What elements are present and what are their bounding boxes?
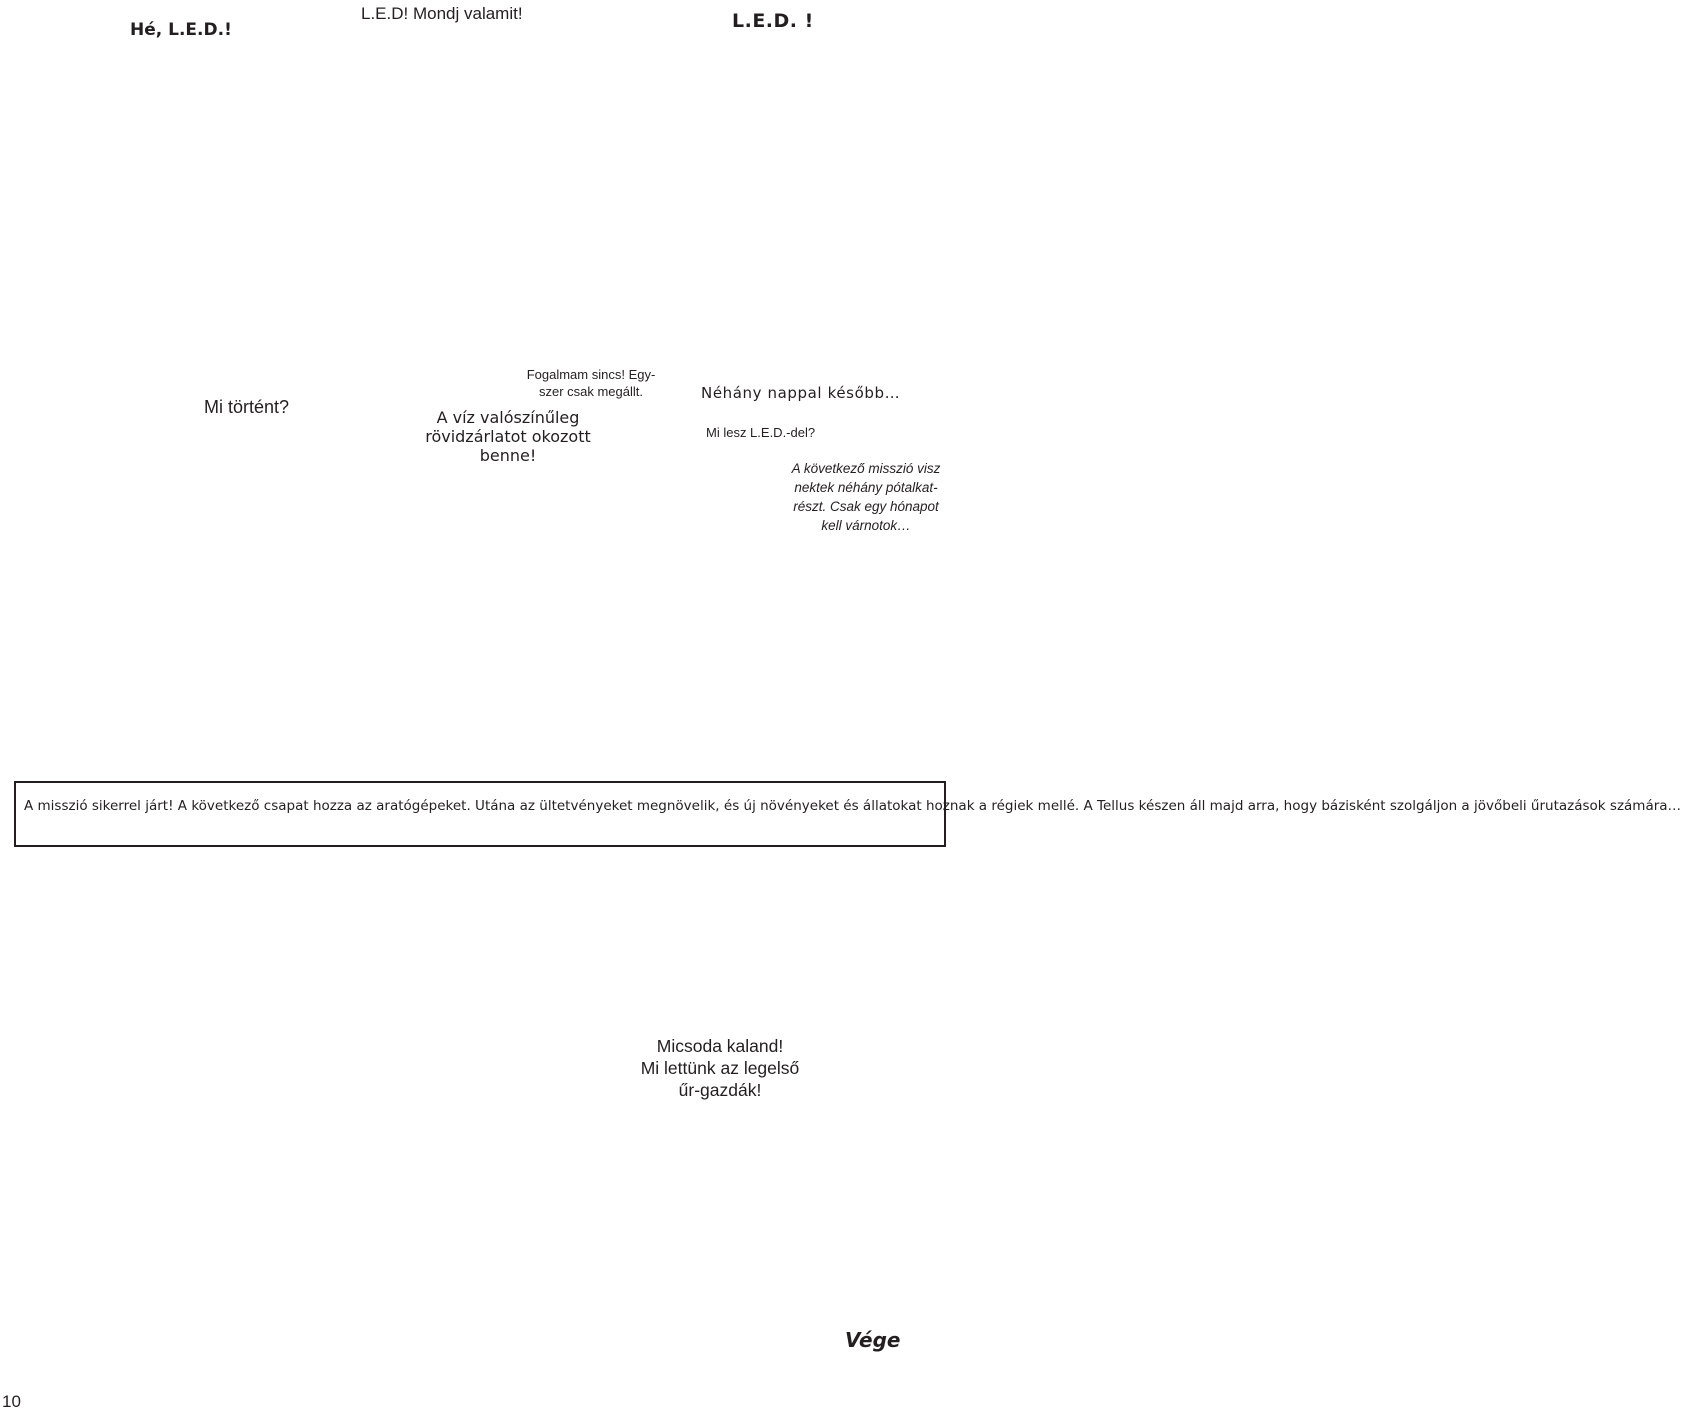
speech-he-led: Hé, L.E.D.!: [130, 20, 232, 40]
caption-nehany-nappal: Néhány nappal később…: [701, 384, 901, 402]
speech-micsoda-kaland: Micsoda kaland! Mi lettünk az legelső űr-gazdák!: [640, 1036, 800, 1100]
speech-fogalmam-sincs: Fogalmam sincs! Egy- szer csak megállt.: [526, 367, 656, 399]
narration-box: [14, 781, 1681, 847]
narration-text: A misszió sikerrel járt! A következő csapat hozza az aratógépeket. Utána az ültetvényeket megnövelik, és új növényeket és állatokat hoznak a régiek mellé. A Tellus készen áll majd arra, hogy bázisként szolgáljon a jövőbeli űrutazások számára…: [24, 798, 1681, 814]
end-title: Vége: [845, 1328, 901, 1352]
speech-kovetkezo-misszio: A következő misszió visz nektek néhány pótalkat- részt. Csak egy hónapot kell várnotok…: [791, 461, 941, 533]
speech-mondj-valamit: L.E.D! Mondj valamit!: [361, 4, 523, 23]
page-number: 10: [2, 1392, 21, 1411]
speech-mi-tortent: Mi történt?: [204, 397, 290, 417]
speech-mi-lesz-led: Mi lesz L.E.D.-del?: [706, 425, 816, 440]
speech-led: L.E.D. !: [732, 10, 814, 32]
speech-rovidzarlat: A víz valószínűleg rövidzárlatot okozott benne!: [425, 408, 591, 465]
